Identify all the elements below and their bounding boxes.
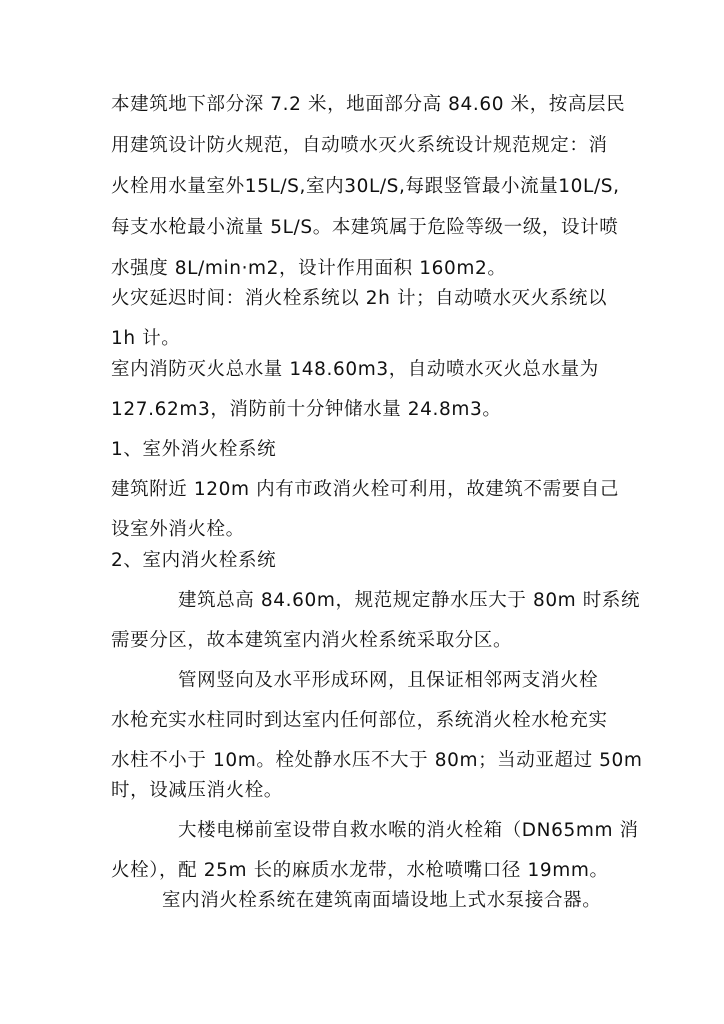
- paragraph-line: 每支水枪最小流量 5L/S。本建筑属于危险等级一级，设计喷: [111, 217, 619, 238]
- paragraph-line: 用建筑设计防火规范，自动喷水灭火系统设计规范规定：消: [111, 135, 608, 156]
- paragraph-line: 水强度 8L/min·m2，设计作用面积 160m2。: [111, 258, 507, 279]
- paragraph-line: 室内消防灭火总水量 148.60m3，自动喷水灭火总水量为: [111, 359, 599, 380]
- paragraph-line: 建筑附近 120m 内有市政消火栓可利用，故建筑不需要自己: [111, 479, 619, 500]
- paragraph-line: 火栓用水量室外15L/S,室内30L/S,每跟竖管最小流量10L/S,: [111, 176, 620, 197]
- paragraph-line: 管网竖向及水平形成环网，且保证相邻两支消火栓: [178, 670, 599, 691]
- paragraph-line: 设室外消火栓。: [111, 519, 245, 540]
- paragraph-line: 水柱不小于 10m。栓处静水压不大于 80m；当动亚超过 50m: [111, 750, 643, 771]
- paragraph-line: 1h 计。: [111, 328, 181, 349]
- paragraph-line: 需要分区，故本建筑室内消火栓系统采取分区。: [111, 630, 513, 651]
- paragraph-line: 火栓），配 25m 长的麻质水龙带，水枪喷嘴口径 19mm。: [111, 860, 609, 881]
- paragraph-line: 火灾延迟时间：消火栓系统以 2h 计；自动喷水灭火系统以: [111, 288, 608, 309]
- paragraph-line: 室内消火栓系统在建筑南面墙设地上式水泵接合器。: [162, 890, 602, 911]
- paragraph-line: 时，设减压消火栓。: [111, 780, 283, 801]
- paragraph-line: 建筑总高 84.60m，规范规定静水压大于 80m 时系统: [178, 590, 641, 611]
- paragraph-line: 大楼电梯前室设带自救水喉的消火栓箱（DN65mm 消: [178, 820, 639, 841]
- section-heading: 2、室内消火栓系统: [111, 550, 277, 571]
- paragraph-line: 127.62m3，消防前十分钟储水量 24.8m3。: [111, 399, 502, 420]
- section-heading: 1、室外消火栓系统: [111, 439, 277, 460]
- paragraph-line: 水枪充实水柱同时到达室内任何部位，系统消火栓水枪充实: [111, 710, 608, 731]
- paragraph-line: 本建筑地下部分深 7.2 米，地面部分高 84.60 米，按高层民: [111, 94, 626, 115]
